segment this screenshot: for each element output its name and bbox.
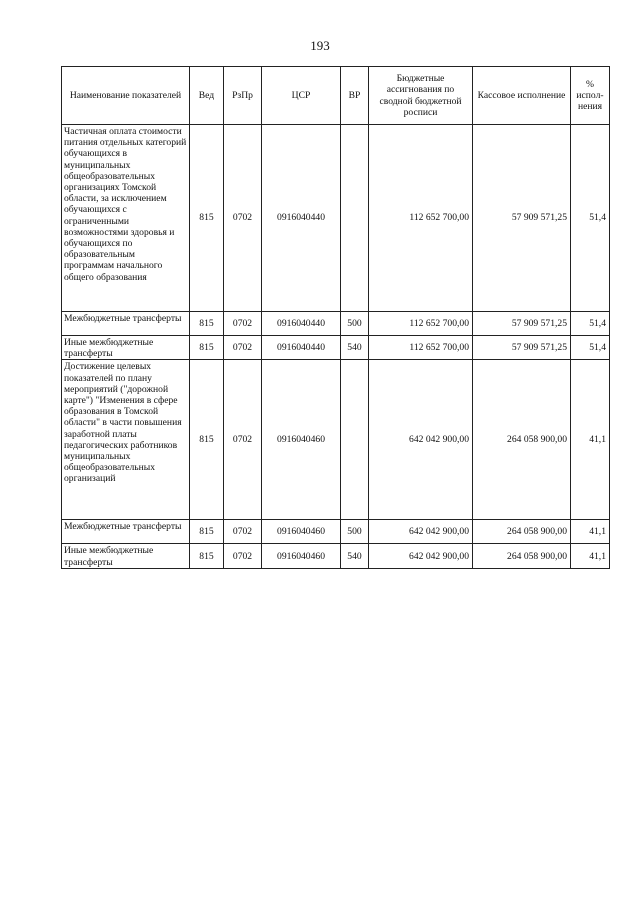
row-ved: 815: [190, 312, 224, 336]
row-ved: 815: [190, 336, 224, 360]
header-vr: ВР: [341, 67, 369, 125]
row-percent: 51,4: [571, 336, 610, 360]
header-rzpr: РзПр: [224, 67, 262, 125]
row-percent: 41,1: [571, 360, 610, 520]
row-csr: 0916040460: [262, 544, 341, 568]
table-row: [62, 520, 610, 544]
header-csr: ЦСР: [262, 67, 341, 125]
row-name: Частичная оплата стоимости питания отдельных категорий обучающихся в муниципальных общеобразовательных организациях Томской области, за исключением обучающихся с ограниченными возможностями здоровья и обучающихся по образовательным программам начального общего образования: [62, 125, 190, 312]
row-ved: 815: [190, 520, 224, 544]
row-name: Межбюджетные трансферты: [62, 520, 190, 544]
table-row: [62, 336, 610, 360]
page-number: 193: [310, 38, 330, 53]
row-percent: 51,4: [571, 312, 610, 336]
row-budget: 112 652 700,00: [369, 336, 473, 360]
row-name: Иные межбюджетные трансферты: [62, 544, 190, 568]
table-header-row: [62, 67, 610, 125]
row-csr: 0916040440: [262, 336, 341, 360]
row-vr: 500: [341, 312, 369, 336]
row-cash: 57 909 571,25: [473, 312, 571, 336]
row-rzpr: 0702: [224, 125, 262, 312]
row-cash: 57 909 571,25: [473, 125, 571, 312]
row-csr: 0916040460: [262, 360, 341, 520]
row-budget: 642 042 900,00: [369, 520, 473, 544]
row-budget: 112 652 700,00: [369, 312, 473, 336]
row-percent: 41,1: [571, 520, 610, 544]
row-cash: 264 058 900,00: [473, 360, 571, 520]
row-csr: 0916040440: [262, 125, 341, 312]
table-row: [62, 312, 610, 336]
row-csr: 0916040460: [262, 520, 341, 544]
table-row: [62, 544, 610, 568]
row-cash: 264 058 900,00: [473, 544, 571, 568]
row-name: Иные межбюджетные трансферты: [62, 336, 190, 360]
row-rzpr: 0702: [224, 312, 262, 336]
row-rzpr: 0702: [224, 544, 262, 568]
row-budget: 112 652 700,00: [369, 125, 473, 312]
row-ved: 815: [190, 360, 224, 520]
row-vr: [341, 360, 369, 520]
row-vr: 500: [341, 520, 369, 544]
header-budget: Бюджетные ассигнования по сводной бюджетной росписи: [369, 67, 473, 125]
header-cash: Кассовое исполнение: [473, 67, 571, 125]
row-name: Достижение целевых показателей по плану мероприятий ("дорожной карте") "Изменения в сфере образования в Томской области" в части повышения заработной платы педагогических работников муниципальных общеобразовательных организаций: [62, 360, 190, 520]
row-ved: 815: [190, 544, 224, 568]
header-name: Наименование показателей: [62, 67, 190, 125]
row-cash: 57 909 571,25: [473, 336, 571, 360]
row-rzpr: 0702: [224, 520, 262, 544]
budget-execution-table: [61, 66, 610, 569]
row-cash: 264 058 900,00: [473, 520, 571, 544]
row-rzpr: 0702: [224, 336, 262, 360]
row-budget: 642 042 900,00: [369, 544, 473, 568]
row-csr: 0916040440: [262, 312, 341, 336]
row-percent: 51,4: [571, 125, 610, 312]
row-name: Межбюджетные трансферты: [62, 312, 190, 336]
row-vr: 540: [341, 336, 369, 360]
header-ved: Вед: [190, 67, 224, 125]
table-row: [62, 125, 610, 312]
header-percent: % испол-нения: [571, 67, 610, 125]
row-budget: 642 042 900,00: [369, 360, 473, 520]
row-percent: 41,1: [571, 544, 610, 568]
row-ved: 815: [190, 125, 224, 312]
row-vr: 540: [341, 544, 369, 568]
row-rzpr: 0702: [224, 360, 262, 520]
table-row: [62, 360, 610, 520]
row-vr: [341, 125, 369, 312]
